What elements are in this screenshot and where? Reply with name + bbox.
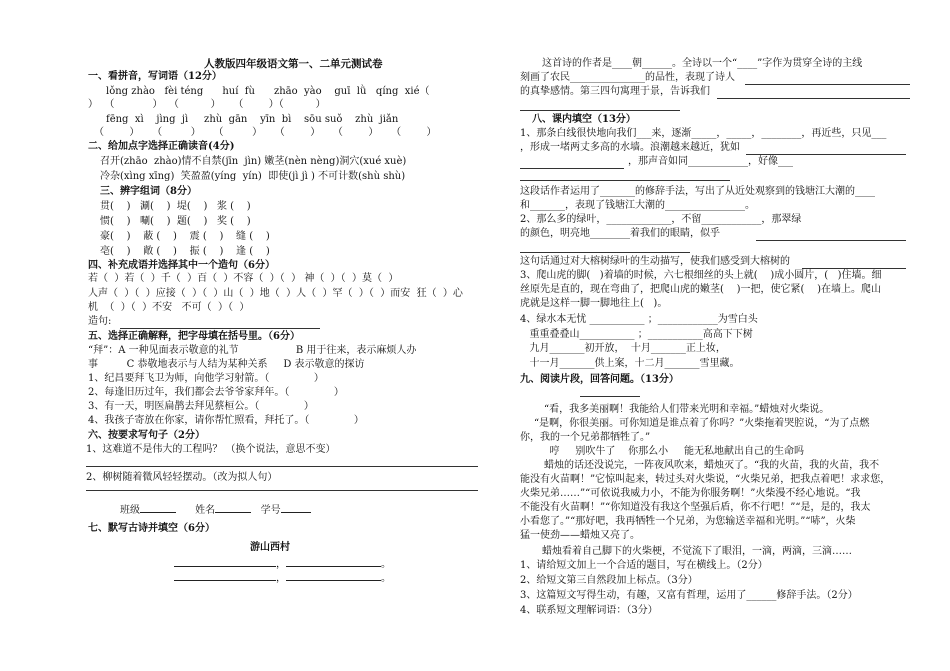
idiom-row-3: 机 （ ）（ ）不安 不可（ ）（ ） <box>88 302 250 313</box>
question-6-1: 1、这难道不是伟大的工程吗？ （换个说法，意思不变） <box>86 444 336 455</box>
pronunciation-row-1: 召开(zhāo zhào)情不自禁(jīn jìn) 嫩茎(nèn nèng)洞穴(xué xuè) <box>100 156 407 167</box>
class-field[interactable] <box>140 502 176 513</box>
sentence-label: 造句: <box>88 316 112 327</box>
meaning-options-row-1: “拜”：A 一种见面表示敬意的礼节 B 用于往来，表示麻烦人办 <box>88 345 417 356</box>
poem-blank-1[interactable] <box>174 556 276 567</box>
student-info <box>120 502 311 517</box>
passage-row-9: 小看您了。”“那好吧，我再牺牲一个兄弟，为您输送幸福和光明。”“哧”，火柴 <box>520 516 856 527</box>
poem-blank-4[interactable] <box>286 570 381 581</box>
fill-row-4: 这段话作者运用了_______的修辞手法，写出了从近处观察到的钱塘江大潮的____ <box>520 186 875 197</box>
passage-row-10: 猛一使劲——蜡烛又亮了。 <box>520 530 640 541</box>
poem-blank-2[interactable] <box>286 556 381 567</box>
poem-question-row-1: 这首诗的作者是____朝______。全诗以一个“____”字作为贯穿全诗的主线 <box>542 58 863 69</box>
fill-line-7[interactable] <box>756 240 906 241</box>
fill-line-3[interactable] <box>520 168 624 169</box>
meaning-options-row-2: 事 C 恭敬地表示与人结为某种关系 D 表示敬意的探访 <box>88 359 365 370</box>
fill-row-15: 十一月_______供上案，十二月_______雪里藏。 <box>520 358 740 369</box>
title-answer-line[interactable] <box>580 396 640 397</box>
pinyin-row-1: lǒng zhào fèi téng huí fù zhāo yào guī lǜ qíng xié（ <box>106 86 430 97</box>
passage-row-6: 能没有火苗啊！”它惊叫起来，转过头对火柴说，“火柴兄弟，把我点着吧！求求您， <box>520 474 891 485</box>
answer-row-2: （ ） （ ） （ ） （ ） （ ） （ ） <box>94 127 437 138</box>
exam-title: 人教版四年级语文第一、二单元测试卷 <box>204 58 383 70</box>
fill-row-6: 2、那么多的绿叶，_____________，不留____________，那翠绿 <box>520 214 802 225</box>
char-row-4: 亳( ) 敞 ( ) 振 ( ) 逢 ( ) <box>100 246 270 257</box>
sentence-answer-line[interactable] <box>120 328 320 329</box>
section-7-heading: 七、默写古诗并填空（6分） <box>88 523 215 534</box>
passage-row-8: 不能没有火苗啊！”“你知道没有我这个坚强后盾，你不行吧！”“是，是的，我太 <box>520 502 871 513</box>
poem-answer-line-3[interactable] <box>520 110 680 111</box>
section-5-heading: 五、选择正确解释，把字母填在括号里。（6分） <box>88 331 300 342</box>
passage-row-1: “看，我多美丽啊！我能给人们带来光明和幸福。”蜡烛对火柴说。 <box>544 404 830 415</box>
poem-answer-line-1[interactable] <box>745 84 910 85</box>
fill-row-12: 4、绿水本无忧 ___________ ；____________为雪白头 <box>520 314 758 325</box>
section-9-heading: 九、阅读片段，回答问题。（13分） <box>520 374 679 385</box>
fill-line-9[interactable] <box>802 268 906 269</box>
idiom-row-2: 人声（ ）（ ）应接（ ）（ ）山（ ）地（ ）人（ ）罕（ ）（ ）而安 狂（ ）心 <box>88 288 463 299</box>
fill-row-11: 虎就是这样一脚一脚地往上( )。 <box>520 298 668 309</box>
question-9-4: 4、联系短文理解词语：（3分） <box>520 605 658 616</box>
fill-line-2[interactable] <box>746 154 906 155</box>
char-row-3: 豪( ) 蔽 ( ) 震 ( ) 缝 ( ) <box>100 231 270 242</box>
section-2-heading: 二、给加点字选择正确读音(4分) <box>88 141 235 152</box>
fill-row-7: 的颜色，明亮地________着我们的眼睛，似乎 <box>520 228 720 239</box>
fill-line-8[interactable] <box>520 252 690 253</box>
char-row-1: 贯( ) 涮( ) 堤( ) 浆 ( ) <box>100 201 251 212</box>
answer-line-6-1[interactable] <box>86 466 478 467</box>
section-6-heading: 六、按要求写句子（2分） <box>88 430 205 441</box>
poem-blank-3[interactable] <box>174 570 276 581</box>
passage-row-4: 哼 别吹牛了 你那么小 能无私地献出自己的生命吗 <box>540 446 805 457</box>
question-5-2: 2、每逢旧历过年，我们都会去爷爷家拜年。（ ） <box>88 387 344 398</box>
question-9-3: 3、这篇短文写得生动，有趣，又富有哲理，运用了______修辞手法。（2分） <box>520 590 858 601</box>
poem-line-1: ， 。 <box>174 556 391 571</box>
question-9-2: 2、给短文第三自然段加上标点。（3分） <box>520 575 698 586</box>
char-row-2: 惯( ) 唰( ) 题( ) 奖 ( ) <box>100 216 251 227</box>
passage-row-11: 蜡烛看着自己脚下的火柴梗，不觉流下了眼泪，一滴，两滴，三滴…… <box>542 546 852 557</box>
section-4-heading: 四、补充成语并选择其中一个造句（6分） <box>88 260 275 271</box>
fill-row-1: 1、那条白线很快地向我们___来，逐渐_____，_____，________，再近些，只见___ <box>520 128 887 139</box>
fill-row-10: 丝原先是直的，现在弯曲了，把爬山虎的嫩茎( )一把，使它紧( )在墙上。爬山 <box>520 284 882 295</box>
passage-row-5: 蜡烛的话还没说完，一阵夜风吹来，蜡烛灭了。“我的火苗，我的火苗，我不 <box>544 460 880 471</box>
fill-row-2: ，形成一堵两丈多高的水墙。浪潮越来越近，犹如 <box>520 142 740 153</box>
question-6-2: 2、柳树随着微风轻轻摆动。（改为拟人句） <box>86 472 278 483</box>
idiom-row-1: 若（ ）若（ ）千（ ）百（ ）不容（ ）（ ） 神（ ）（ ）莫（ ） <box>88 273 399 284</box>
passage-row-7: 火柴兄弟……”“可依说我威力小，不能为你服务啊！”火柴漫不经心地说。“我 <box>520 488 861 499</box>
fill-row-3: ，那声音如同____________，好像___ <box>628 156 793 167</box>
fill-row-13: 重重叠叠山___________ ；___________高高下下树 <box>520 329 753 340</box>
name-label: 姓名 <box>195 505 216 516</box>
poem-line-2: ， 。 <box>174 570 391 585</box>
fill-row-5: 和_______，表现了钱塘江大潮的________________。 <box>520 200 755 211</box>
pronunciation-row-2: 冷杂(xìng xīng) 笑盈盈(yíng yín) 即使(jì jì ) 不可计数(shù shù) <box>100 171 406 182</box>
pinyin-row-2: fēng xì jìng jì zhù gān yīn bì sōu suǒ zhù jiǎn <box>106 114 399 125</box>
number-label: 学号 <box>260 505 281 516</box>
passage-row-2: “是啊，你很美丽。可你知道是谁点着了你吗？”火柴拖着哭腔说，“为了点燃 <box>534 418 870 429</box>
fill-line-4[interactable] <box>520 180 730 181</box>
question-9-1: 1、请给短文加上一个合适的题目，写在横线上。（2分） <box>520 560 768 571</box>
answer-row-1: ） （ ） （ ） （ ）（ ） <box>88 99 326 110</box>
number-field[interactable] <box>281 502 311 513</box>
poem-title: 游山西村 <box>250 542 290 553</box>
section-8-heading: 八、课内填空（13分） <box>532 114 636 125</box>
poem-answer-line-2[interactable] <box>717 98 910 99</box>
fill-row-9: 3、爬山虎的脚( )着墙的时候，六七根细丝的头上就( )成小圆片，( )住墙。细 <box>520 270 882 281</box>
passage-row-3: 你，我的一个兄弟都牺牲了。” <box>520 432 651 443</box>
poem-question-row-2: 刻画了农民_______________的品性，表现了诗人 <box>520 72 735 83</box>
question-5-1: 1、纪昌要拜飞卫为师，向他学习射箭。（ ） <box>88 373 324 384</box>
fill-row-14: 九月_______初开放， 十月_______正上妆， <box>520 343 726 354</box>
question-5-3: 3、有一天，明医扁鹊去拜见蔡桓公。（ ） <box>88 401 314 412</box>
name-field[interactable] <box>215 502 251 513</box>
question-5-4: 4、我孩子寄放在你家，请你帮忙照看，拜托了。（ ） <box>88 415 364 426</box>
class-label: 班级 <box>120 505 140 516</box>
section-3-heading: 三、辨字组词（8分） <box>100 186 197 197</box>
poem-question-row-3: 的真挚感情。第三四句寓理于景，告诉我们 <box>520 86 710 97</box>
section-1-heading: 一、看拼音，写词语（12分） <box>88 71 222 82</box>
fill-row-8: 这句话通过对大榕树绿叶的生动描写，使我们感受到大榕树的 <box>520 256 790 267</box>
answer-line-6-2[interactable] <box>86 490 478 491</box>
